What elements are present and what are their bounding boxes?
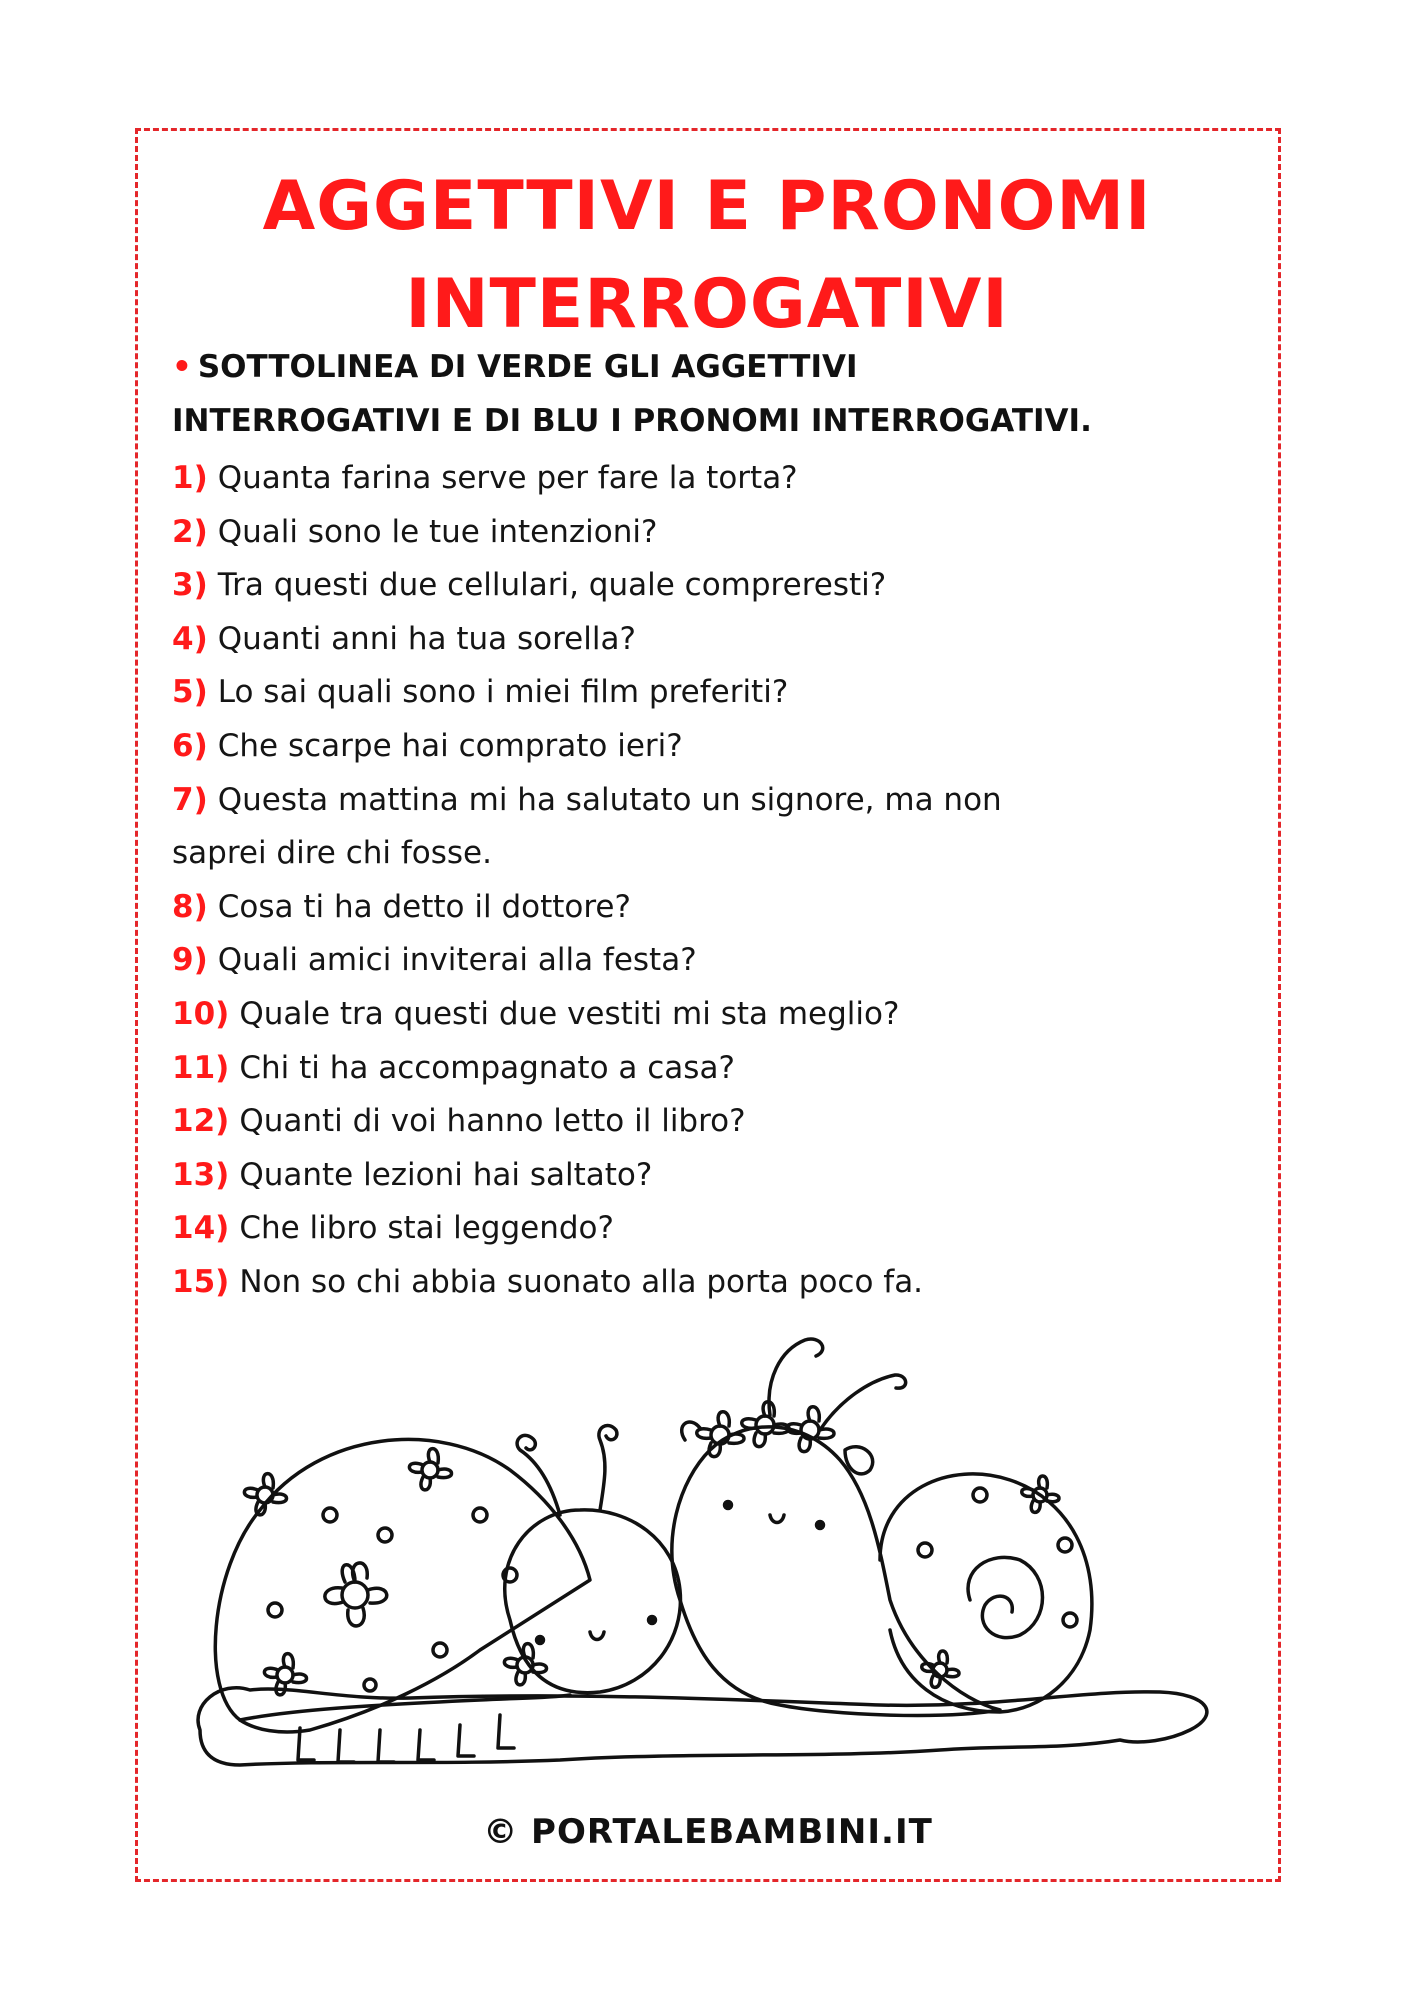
item-number: 13) [172,1156,230,1193]
list-item [172,988,1252,1042]
snail-antenna-right [820,1375,906,1430]
list-item [172,1256,1252,1310]
item-text: Che libro stai leggendo? [239,1210,614,1247]
list-item [172,934,1252,988]
item-number: 9) [172,942,208,979]
ladybug-antenna-right [599,1425,617,1510]
list-item [172,1202,1252,1256]
item-text: Quale tra questi due vestiti mi sta meglio? [239,995,900,1032]
shell-flower-icon [244,1474,286,1515]
ladybug-mouth [590,1632,604,1640]
title-line-2: INTERROGATIVI [405,265,1009,344]
ladybug-head [505,1510,681,1693]
item-text: Quanta farina serve per fare la torta? [217,460,798,496]
list-item [172,452,1252,506]
snail-shell [880,1474,1092,1712]
shell-dot [1058,1538,1072,1552]
shell-dot [323,1508,337,1522]
list-item [172,881,1252,935]
shell-dot [364,1679,376,1691]
item-number: 2) [172,513,208,550]
item-number: 8) [172,888,208,925]
item-text: Chi ti ha accompagnato a casa? [239,1049,735,1086]
item-text: Cosa ti ha detto il dottore? [217,888,631,925]
snail-body [672,1427,1000,1716]
item-text: Non so chi abbia suonato alla porta poco fa. [239,1263,924,1300]
item-number: 5) [172,674,208,711]
shell-dot [973,1488,987,1502]
item-number: 12) [172,1103,230,1140]
list-item [172,559,1252,613]
shell-dot [918,1543,932,1557]
item-number: 10) [172,995,230,1032]
item-number: 7) [172,781,208,818]
item-text: Lo sai quali sono i miei film preferiti? [217,674,789,711]
shell-flower-icon [325,1563,387,1626]
item-text-continued: saprei dire chi fosse. [172,835,492,872]
list-item [172,720,1252,774]
list-item [172,1042,1252,1096]
item-text: Quali sono le tue intenzioni? [217,513,658,550]
ladybug-eye [537,1637,544,1644]
snail-eye [725,1502,732,1509]
list-item [172,613,1252,667]
shell-dot [473,1508,487,1522]
item-number: 1) [172,460,208,496]
ground-puddle [198,1688,1207,1765]
bullet-icon: • [172,349,192,385]
shell-dot [433,1643,447,1657]
shell-dot [1063,1613,1077,1627]
item-number: 4) [172,620,208,657]
item-text: Che scarpe hai comprato ieri? [217,727,683,764]
sentence-list [172,452,1252,1310]
snail-mouth [770,1515,784,1523]
instruction-line-2: INTERROGATIVI E DI BLU I PRONOMI INTERROGATIVI. [172,403,1092,439]
page-title [150,158,1264,354]
item-number: 11) [172,1049,230,1086]
list-item [172,506,1252,560]
list-item [172,774,1252,881]
ladybug-eye [649,1617,656,1624]
copyright-footer: © PORTALEBAMBINI.IT [483,1812,933,1852]
item-text: Tra questi due cellulari, quale compreresti? [217,567,887,604]
item-text: Quali amici inviterai alla festa? [217,942,697,979]
snail-shell-spiral [968,1557,1042,1637]
item-text: Quante lezioni hai saltato? [239,1156,653,1193]
item-number: 14) [172,1210,230,1247]
shell-dot [378,1528,392,1542]
item-text: Quanti anni ha tua sorella? [217,620,636,657]
item-number: 6) [172,727,208,764]
exercise-instruction [172,340,1252,448]
item-text: Questa mattina mi ha salutato un signore, ma non [217,781,1002,818]
shell-flower-icon [922,1651,959,1687]
shell-flower-icon [409,1449,451,1490]
ladybug-and-snail-coloring-illustration [180,1320,1240,1790]
ladybug-antenna-left [517,1435,560,1515]
shell-dot [268,1603,282,1617]
list-item [172,1095,1252,1149]
instruction-line-1: SOTTOLINEA DI VERDE GLI AGGETTIVI [197,349,858,385]
list-item [172,666,1252,720]
snail-eye [817,1522,824,1529]
item-number: 15) [172,1263,230,1300]
item-text: Quanti di voi hanno letto il libro? [239,1103,746,1140]
item-number: 3) [172,567,208,604]
snail-antenna-left [769,1339,823,1415]
list-item [172,1149,1252,1203]
title-line-1: AGGETTIVI E PRONOMI [262,167,1152,246]
